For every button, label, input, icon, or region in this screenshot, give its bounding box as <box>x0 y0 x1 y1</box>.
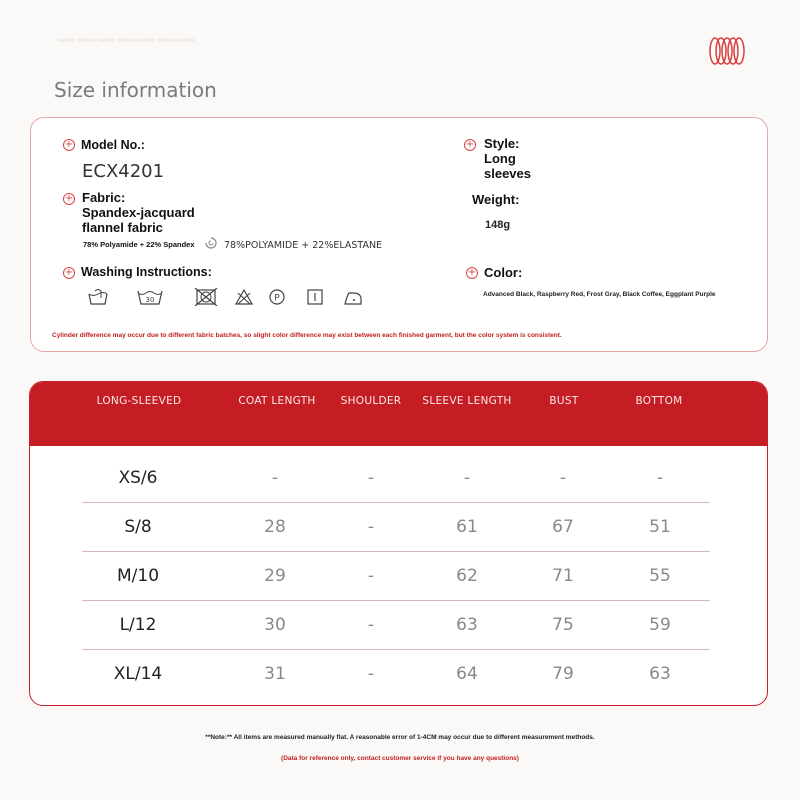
bust-cell: 79 <box>552 664 574 684</box>
coat-length-cell: 31 <box>264 664 286 684</box>
table-row <box>82 601 710 650</box>
model-value: ECX4201 <box>82 161 165 182</box>
hand-wash-icon <box>87 288 109 306</box>
header-bust: BUST <box>549 395 579 407</box>
fabric-value-line2: flannel fabric <box>82 220 163 235</box>
coat-length-cell: 29 <box>264 566 286 586</box>
plus-circle-icon: + <box>64 193 74 204</box>
bottom-cell: 55 <box>649 566 671 586</box>
page-title: Size information <box>54 78 217 102</box>
size-cell: M/10 <box>116 566 160 586</box>
plus-circle-icon: + <box>64 267 74 278</box>
header-shoulder: SHOULDER <box>340 395 402 407</box>
sleeve-length-cell: 63 <box>456 615 478 635</box>
bottom-cell: 63 <box>649 664 671 684</box>
svg-text:30: 30 <box>145 296 155 304</box>
coat-length-cell: 28 <box>264 517 286 537</box>
fabric-value-line1: Spandex-jacquard <box>82 205 195 220</box>
composition-large: 78%POLYAMIDE + 22%ELASTANE <box>224 240 383 251</box>
dry-clean-p-icon <box>269 289 285 305</box>
sleeve-length-cell: 61 <box>456 517 478 537</box>
weight-value: 148g <box>485 219 511 231</box>
bust-cell: 71 <box>552 566 574 586</box>
bottom-cell: 51 <box>649 517 671 537</box>
style-label: Style: <box>484 136 520 151</box>
table-row <box>82 650 710 699</box>
size-cell: S/8 <box>124 517 152 537</box>
coat-length-cell: - <box>271 468 279 488</box>
color-value: Advanced Black, Raspberry Red, Frost Gray, Black Coffee, Eggplant Purple <box>483 291 716 298</box>
sleeve-length-cell: - <box>463 468 471 488</box>
iron-low-icon <box>343 290 363 306</box>
wash-30-icon <box>136 288 164 306</box>
bust-cell: - <box>559 468 567 488</box>
line-dry-icon <box>307 289 323 305</box>
measurement-note: **Note:** All items are measured manually flat. A reasonable error of 1-4CM may occur due to different measurement methods. <box>205 734 595 741</box>
bust-cell: 75 <box>552 615 574 635</box>
shoulder-cell: - <box>367 566 375 586</box>
rings-logo-icon <box>709 36 745 66</box>
style-value-line1: Long <box>484 151 516 166</box>
table-row <box>82 503 710 552</box>
swirl-icon <box>205 237 217 249</box>
header-bottom: BOTTOM <box>635 395 683 407</box>
shoulder-cell: - <box>367 468 375 488</box>
size-cell: XL/14 <box>113 664 163 684</box>
header-coat-length: COAT LENGTH <box>238 395 316 407</box>
shoulder-cell: - <box>367 664 375 684</box>
bottom-cell: - <box>656 468 664 488</box>
coat-length-cell: 30 <box>264 615 286 635</box>
weight-label: Weight: <box>472 192 520 207</box>
plus-circle-icon: + <box>64 139 74 150</box>
product-info-card <box>30 117 768 352</box>
size-cell: L/12 <box>119 615 157 635</box>
table-row <box>82 454 710 503</box>
size-chart-table <box>29 381 768 706</box>
cylinder-note: Cylinder difference may occur due to different fabric batches, so slight color difference may exist between each finished garment, but the color system is consistent. <box>52 332 562 339</box>
sleeve-length-cell: 64 <box>456 664 478 684</box>
washing-label: Washing Instructions: <box>81 265 212 279</box>
sleeve-length-cell: 62 <box>456 566 478 586</box>
table-row <box>82 552 710 601</box>
size-table-header <box>30 382 767 446</box>
plus-circle-icon: + <box>465 139 475 150</box>
color-label: Color: <box>484 265 523 280</box>
brand-watermark: ▔▔▔▔▔▔▔ <box>58 40 198 65</box>
shoulder-cell: - <box>367 517 375 537</box>
svg-text:P: P <box>274 293 280 304</box>
reference-note: (Data for reference only, contact customer service if you have any questions) <box>281 755 519 762</box>
header-long-sleeved: LONG-SLEEVED <box>96 395 182 407</box>
model-label: Model No.: <box>81 138 145 152</box>
header-sleeve-length: SLEEVE LENGTH <box>422 395 512 407</box>
no-bleach-icon <box>235 289 253 305</box>
composition-small: 78% Polyamide + 22% Spandex <box>83 240 195 249</box>
shoulder-cell: - <box>367 615 375 635</box>
plus-circle-icon: + <box>467 267 477 278</box>
style-value-line2: sleeves <box>484 166 531 181</box>
no-tumble-dry-icon <box>194 288 218 306</box>
bottom-cell: 59 <box>649 615 671 635</box>
size-cell: XS/6 <box>118 468 158 488</box>
bust-cell: 67 <box>552 517 574 537</box>
fabric-label: Fabric: <box>82 190 126 205</box>
